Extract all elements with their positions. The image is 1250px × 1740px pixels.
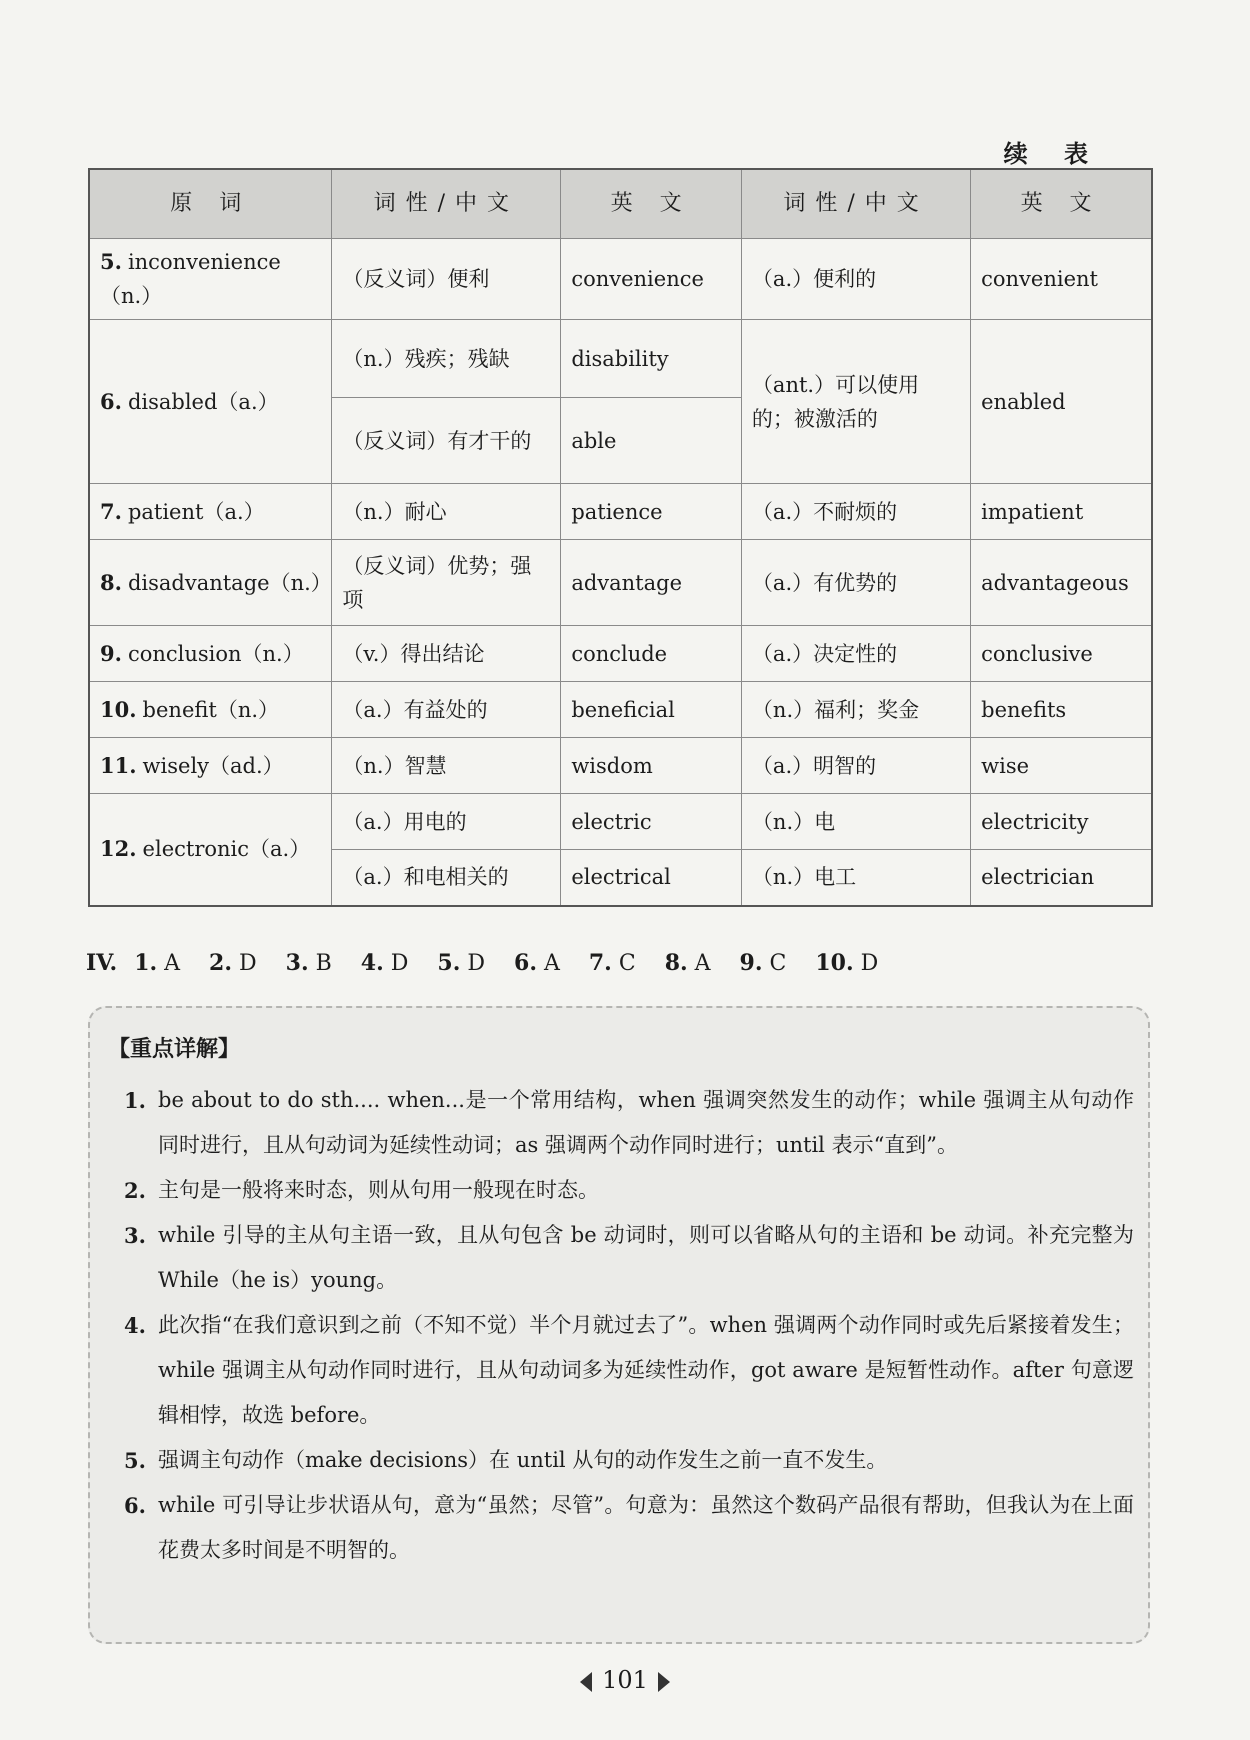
answer-item: 10. D xyxy=(815,950,879,976)
answer-item: 6. A xyxy=(514,950,560,976)
cell-cn1: （n.）残疾；残缺 xyxy=(332,320,561,398)
table-row xyxy=(89,626,1152,682)
cell-en1: patience xyxy=(561,484,742,540)
cell-en1: disability xyxy=(561,320,742,398)
cell-en1: electrical xyxy=(561,850,742,906)
cell-en2: convenient xyxy=(971,239,1152,320)
continued-label: 续 表 xyxy=(1003,139,1102,168)
list-item: 6. while 可引导让步状语从句，意为“虽然；尽管”。句意为：虽然这个数码产品很有帮助，但我认为在上面花费太多时间是不明智的。 xyxy=(124,1493,1134,1562)
cell-cn1: （反义词）便利 xyxy=(332,239,561,320)
cell-word: 9. conclusion（n.） xyxy=(89,626,332,682)
answer-item: 9. C xyxy=(739,950,787,976)
cell-cn2: （a.）不耐烦的 xyxy=(741,484,970,540)
cell-en2: electrician xyxy=(971,850,1152,906)
table-row xyxy=(89,682,1152,738)
answer-item: 2. D xyxy=(209,950,257,976)
answer-item: 8. A xyxy=(664,950,711,976)
cell-cn1: （反义词）有才干的 xyxy=(332,398,561,484)
cell-en2: benefits xyxy=(971,682,1152,738)
cell-word: 10. benefit（n.） xyxy=(89,682,332,738)
list-item: 3. while 引导的主从句主语一致，且从句包含 be 动词时，则可以省略从句的主语和 be 动词。补充完整为 While（he is）young。 xyxy=(124,1223,1134,1292)
table-row xyxy=(89,794,1152,850)
answer-item: 3. B xyxy=(285,950,332,976)
answer-item: 5. D xyxy=(437,950,486,976)
cell-cn1: （a.）用电的 xyxy=(332,794,561,850)
cell-word: 8. disadvantage（n.） xyxy=(89,540,332,626)
cell-cn2: （a.）有优势的 xyxy=(741,540,970,626)
cell-en1: able xyxy=(561,398,742,484)
cell-en2: impatient xyxy=(971,484,1152,540)
header-english-1: 英 文 xyxy=(561,169,742,239)
cell-en2: advantageous xyxy=(971,540,1152,626)
page-number: 101 xyxy=(0,1666,1250,1694)
table-row xyxy=(89,484,1152,540)
cell-cn1: （a.）有益处的 xyxy=(332,682,561,738)
list-item: 5. 强调主句动作（make decisions）在 until 从句的动作发生之前一直不发生。 xyxy=(124,1448,888,1473)
answer-section-label: IV. xyxy=(86,950,118,976)
cell-cn1: （n.）耐心 xyxy=(332,484,561,540)
cell-en2: electricity xyxy=(971,794,1152,850)
answer-item: 1. A xyxy=(134,950,181,976)
vocabulary-table xyxy=(88,168,1153,907)
key-points-box xyxy=(88,1006,1150,1644)
cell-en1: beneficial xyxy=(561,682,742,738)
cell-cn1: （反义词）优势；强项 xyxy=(332,540,561,626)
cell-en1: convenience xyxy=(561,239,742,320)
cell-cn2: （a.）决定性的 xyxy=(741,626,970,682)
triangle-right-icon xyxy=(658,1672,670,1692)
cell-word: 7. patient（a.） xyxy=(89,484,332,540)
header-original-word: 原 词 xyxy=(89,169,332,239)
triangle-left-icon xyxy=(580,1672,592,1692)
table-row xyxy=(89,738,1152,794)
key-points-title: 【重点详解】 xyxy=(108,1036,241,1062)
list-item: 2. 主句是一般将来时态，则从句用一般现在时态。 xyxy=(124,1178,599,1203)
table-row xyxy=(89,320,1152,398)
cell-cn2: （n.）福利；奖金 xyxy=(741,682,970,738)
cell-cn2: （n.）电工 xyxy=(741,850,970,906)
table-row xyxy=(89,540,1152,626)
header-english-2: 英 文 xyxy=(971,169,1152,239)
cell-word: 5. inconvenience（n.） xyxy=(89,239,332,320)
cell-en1: conclude xyxy=(561,626,742,682)
answer-item: 4. D xyxy=(360,950,409,976)
table-row xyxy=(89,239,1152,320)
cell-cn1: （n.）智慧 xyxy=(332,738,561,794)
list-item: 1. be about to do sth.... when...是一个常用结构，when 强调突然发生的动作；while 强调主从句动作同时进行，且从句动词为延续性动词；as 强调两个动作同时进行；until 表示“直到”。 xyxy=(124,1088,1134,1157)
key-points-list xyxy=(124,1078,1134,1573)
answer-item: 7. C xyxy=(588,950,636,976)
cell-en2: conclusive xyxy=(971,626,1152,682)
cell-en2: enabled xyxy=(971,320,1152,484)
cell-en1: electric xyxy=(561,794,742,850)
cell-cn1: （v.）得出结论 xyxy=(332,626,561,682)
cell-cn2: （a.）便利的 xyxy=(741,239,970,320)
cell-word: 12. electronic（a.） xyxy=(89,794,332,906)
cell-en1: wisdom xyxy=(561,738,742,794)
cell-cn1: （a.）和电相关的 xyxy=(332,850,561,906)
cell-en1: advantage xyxy=(561,540,742,626)
cell-cn2: （n.）电 xyxy=(741,794,970,850)
cell-cn2: （a.）明智的 xyxy=(741,738,970,794)
cell-cn2: （ant.）可以使用的；被激活的 xyxy=(741,320,970,484)
header-pos-chinese-2: 词性/中文 xyxy=(741,169,970,239)
header-pos-chinese-1: 词性/中文 xyxy=(332,169,561,239)
list-item: 4. 此次指“在我们意识到之前（不知不觉）半个月就过去了”。when 强调两个动作同时或先后紧接着发生；while 强调主从句动作同时进行，且从句动词多为延续性动作，got aware 是短暂性动作。after 句意逻辑相悖，故选 before。 xyxy=(124,1313,1134,1427)
cell-word: 11. wisely（ad.） xyxy=(89,738,332,794)
cell-en2: wise xyxy=(971,738,1152,794)
cell-word: 6. disabled（a.） xyxy=(89,320,332,484)
table-header-row xyxy=(89,169,1152,239)
answer-key xyxy=(86,950,900,976)
